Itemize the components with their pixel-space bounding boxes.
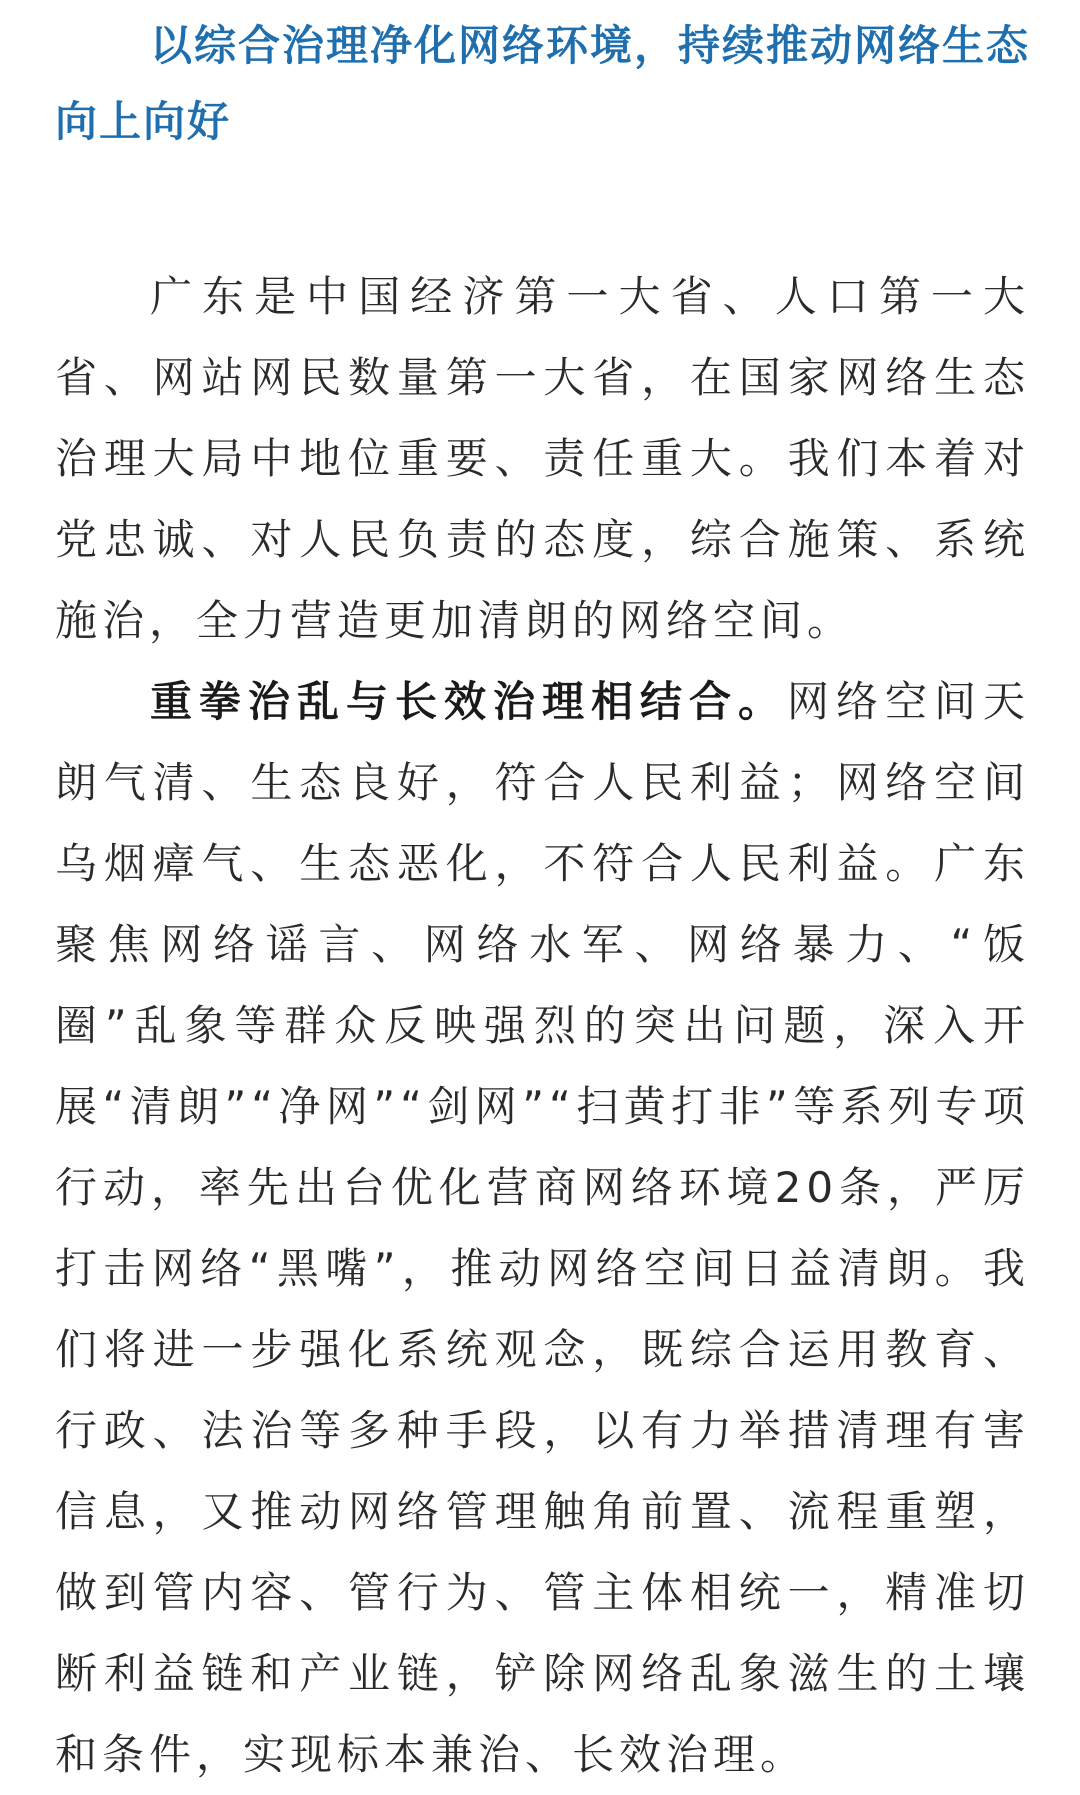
paragraph-2-lead: 重拳治乱与长效治理相结合。: [150, 677, 787, 726]
article-paragraph-2: [55, 661, 1030, 1795]
article: [55, 0, 1030, 1795]
paragraph-2-body: 网络空间天朗气清、生态良好，符合人民利益；网络空间乌烟瘴气、生态恶化，不符合人民利益。广东聚焦网络谣言、网络水军、网络暴力、“饭圈”乱象等群众反映强烈的突出问题，深入开展“清朗”“净网”“剑网”“扫黄打非”等系列专项行动，率先出台优化营商网络环境20条，严厉打击网络“黑嘴”，推动网络空间日益清朗。我们将进一步强化系统观念，既综合运用教育、行政、法治等多种手段，以有力举措清理有害信息，又推动网络管理触角前置、流程重塑，做到管内容、管行为、管主体相统一，精准切断利益链和产业链，铲除网络乱象滋生的土壤和条件，实现标本兼治、长效治理。: [55, 677, 1030, 1779]
article-heading: 以综合治理净化网络环境，持续推动网络生态向上向好: [55, 21, 1031, 146]
article-paragraph-1: 广东是中国经济第一大省、人口第一大省、网站网民数量第一大省，在国家网络生态治理大局中地位重要、责任重大。我们本着对党忠诚、对人民负责的态度，综合施策、系统施治，全力营造更加清朗的网络空间。: [55, 272, 1030, 645]
